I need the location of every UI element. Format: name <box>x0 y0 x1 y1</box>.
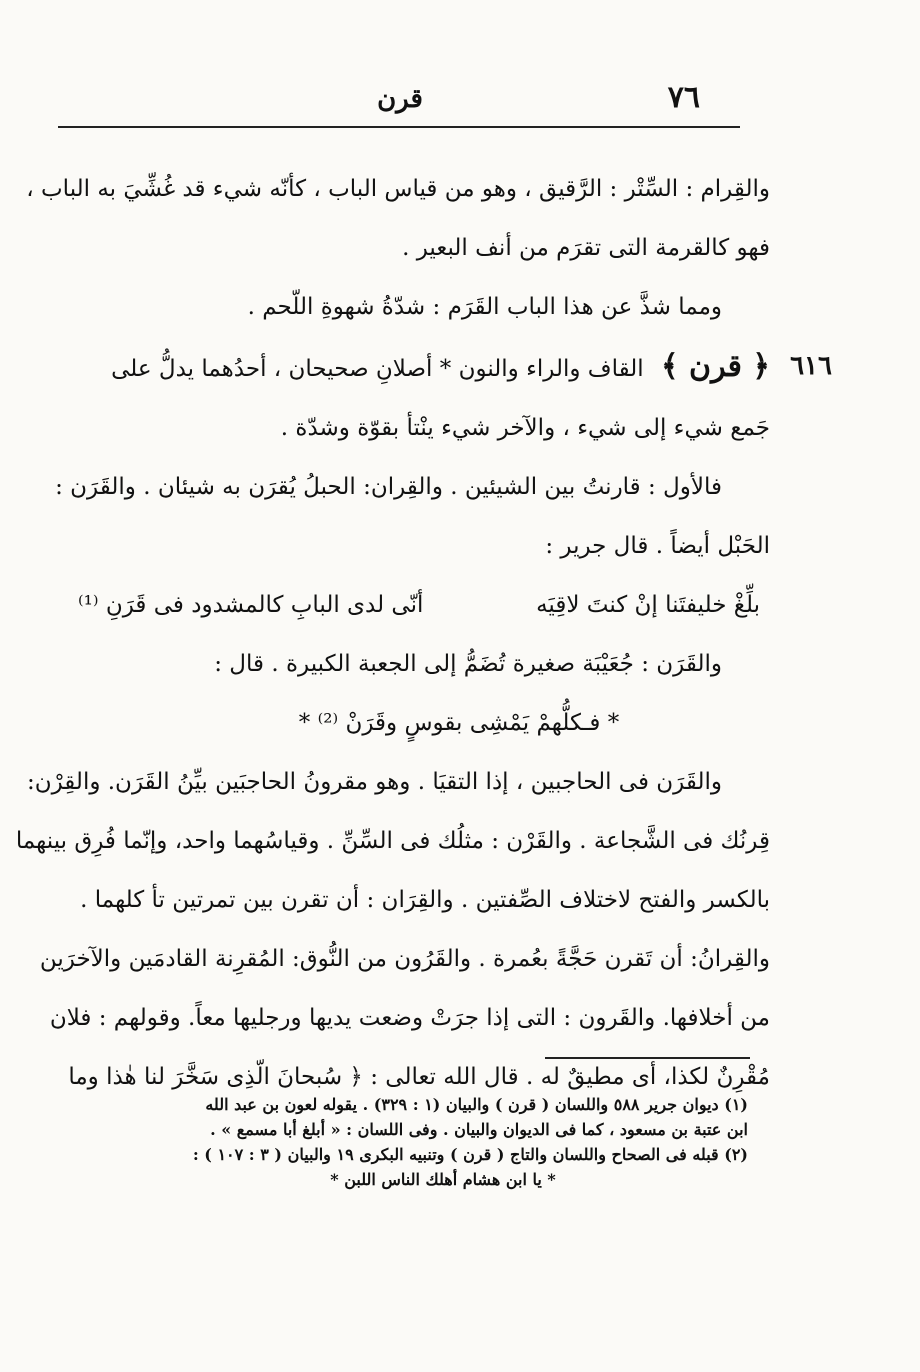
text-line: فهو كالقرمة التى تقرَم من أنف البعير . <box>402 235 770 261</box>
footnote-line: (٢) قبله فى الصحاح واللسان والتاج ( قرن ) وتنبيه البكرى ١٩ والبيان ( ٣ : ١٠٧ ) : <box>192 1145 748 1164</box>
text-line: ومما شذَّ عن هذا الباب القَرَم : شدّةُ شهوةِ اللّحم . <box>247 294 722 320</box>
main-text <box>15 160 832 1107</box>
entry-number: ٦١٦ <box>790 351 832 381</box>
entry-headword: ﴿ قرن ﴾ <box>661 349 770 384</box>
entry-text: القاف والراء والنون * أصلانِ صحيحان ، أحدُهما يدلُّ على <box>111 356 644 382</box>
footnote-line: ابن عتبة بن مسعود ، كما فى الديوان والبيان . وفى اللسان : « أبلغ أبا مسمع » . <box>210 1120 748 1139</box>
poetry-verse <box>58 576 770 635</box>
text-line: من أخلافها. والقَرون : التى إذا جرَتْ وضعت يديها ورجليها معاً. وقولهم : فلان <box>49 1005 770 1031</box>
footnote-verse: * يا ابن هشام أهلك الناس اللبن * <box>330 1170 556 1189</box>
footnotes <box>58 1092 748 1192</box>
text-line: والقَرَن : جُعَيْبَة صغيرة تُضَمُّ إلى الجعبة الكبيرة . قال : <box>214 651 722 677</box>
verse-first-hemistich: بلِّغْ خليفتَنا إنْ كنتَ لاقِيَه <box>536 592 760 618</box>
header-rule <box>58 126 740 128</box>
text-line: والقَرَن فى الحاجبين ، إذا التقيَا . وهو مقرونُ الحاجبَين بيِّنُ القَرَن. والقِرْن: <box>26 769 722 795</box>
text-line: والقِرانُ: أن تَقرن حَجَّةً بعُمرة . والقَرُون من النُّوق: المُقرِنة القادمَين والآخرَين <box>39 946 770 972</box>
page-header <box>60 80 740 120</box>
text-line: فالأول : قارنتُ بين الشيئين . والقِران: الحبلُ يُقرَن به شيئان . والقَرَن : <box>55 474 722 500</box>
verse-second-hemistich: أنّى لدى البابِ كالمشدود فى قَرَنِ ⁽¹⁾ <box>78 592 424 618</box>
footnote-rule <box>545 1057 750 1059</box>
text-line: الحَبْل أيضاً . قال جرير : <box>545 533 770 559</box>
poetry-hemistich: * فـكلُّهمْ يَمْشِى بقوسٍ وقَرَنْ ⁽²⁾ * <box>298 710 620 736</box>
page-number: ٧٦ <box>667 80 700 115</box>
text-line: جَمع شيء إلى شيء ، والآخر شيء ينْتأ بقوّة وشدّة . <box>280 415 770 441</box>
footnote-line: (١) ديوان جرير ٥٨٨ واللسان ( قرن ) والبيان (١ : ٣٢٩) . يقوله لعون بن عبد الله <box>205 1095 748 1114</box>
text-line: مُقْرِنٌ لكذا، أى مطيقٌ له . قال الله تعالى : ﴿ سُبحانَ الّذِى سَخَّرَ لنا هٰذا وما <box>68 1064 770 1090</box>
running-title: قرن <box>377 84 423 114</box>
text-line: قِرنُك فى الشَّجاعة . والقَرْن : مثلُك فى السِّنِّ . وقياسُهما واحد، وإنّما فُرِق بينهما <box>15 828 770 854</box>
entry-line <box>58 337 832 399</box>
text-line: والقِرام : السِّتْر : الرَّقيق ، وهو من قياس الباب ، كأنّه شيء قد غُشِّيَ به الباب ، <box>26 176 770 202</box>
text-line: بالكسر والفتح لاختلاف الصِّفتين . والقِرَان : أن تقرن بين تمرتين تأ كلهما . <box>80 887 770 913</box>
